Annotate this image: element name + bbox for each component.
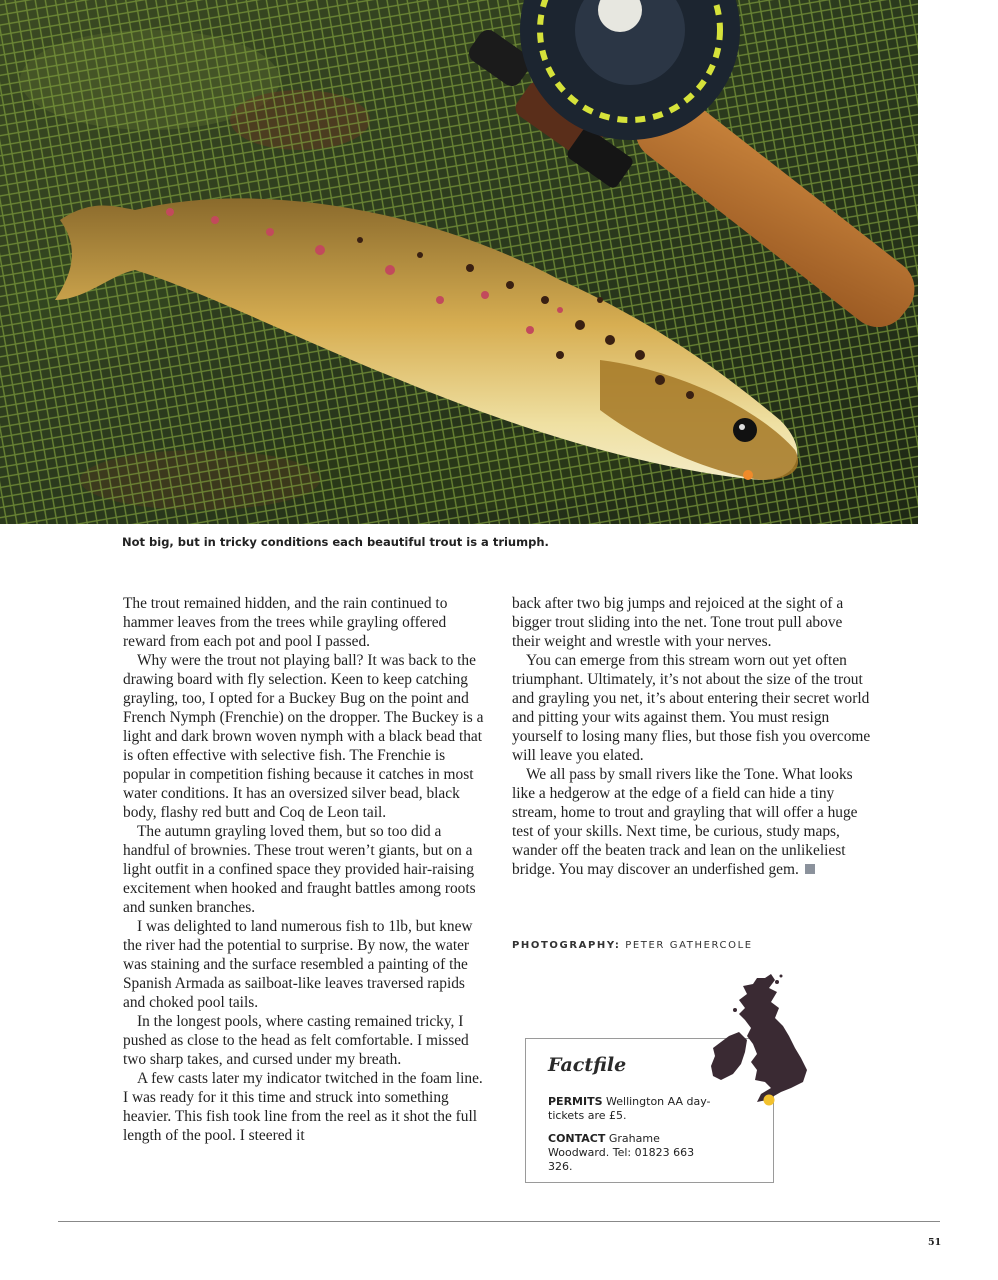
page-number: 51	[928, 1237, 942, 1248]
end-mark-icon	[805, 864, 815, 874]
permits-text: Wellington AA day-tickets are £5.	[548, 1095, 711, 1122]
ireland-shape	[711, 1032, 747, 1080]
contact-text: Grahame Woodward. Tel: 01823 663 326.	[548, 1132, 695, 1173]
credit-name: PETER GATHERCOLE	[625, 940, 753, 951]
paragraph: The trout remained hidden, and the rain continued to hammer leaves from the trees while grayling offered reward from each pot and pool I passed.	[123, 595, 448, 650]
paragraph: The autumn grayling loved them, but so too did a handful of brownies. These trout weren’t giants, but on a light outfit in a confined space they provided hair-raising excitement when hooked and fraught battles among roots and sunken branches.	[123, 823, 476, 916]
permits-label: PERMITS	[548, 1095, 603, 1108]
photo-caption: Not big, but in tricky conditions each beautiful trout is a triumph.	[122, 535, 549, 549]
article-column-left	[123, 594, 485, 1145]
great-britain-shape	[739, 974, 807, 1102]
factfile-contact	[548, 1132, 718, 1174]
uk-map-icon	[705, 970, 815, 1112]
paragraph: Why were the trout not playing ball? It was back to the drawing board with fly selection. Keen to keep catching grayling, too, I opted for a Buckey Bug on the point and French Nymph (Frenchie) on the dropper. The Buckey is a light and dark brown woven nymph with a black bead that is often effective with selective fish. The Frenchie is popular in competition fishing because it catches in most water conditions. It has an oversized silver bead, black body, flashy red butt and Coq de Leon tail.	[123, 652, 484, 821]
footer-rule	[58, 1221, 940, 1222]
paragraph: I was delighted to land numerous fish to 1lb, but knew the river had the potential to surprise. By now, the water was staining and the surface resembled a painting of the Spanish Armada as sailboat-like leaves traversed rapids and choked pool tails.	[123, 918, 473, 1011]
paragraph: A few casts later my indicator twitched in the foam line. I was ready for it this time and struck into something heavier. This fish took line from the reel as it shot the full length of the pool. I steered it	[123, 1070, 483, 1144]
location-marker-icon	[764, 1095, 775, 1106]
article-column-right	[512, 594, 874, 879]
paragraph: back after two big jumps and rejoiced at the sight of a bigger trout sliding into the net. Tone trout pull above their weight and wrestle with your nerves.	[512, 595, 844, 650]
paragraph: You can emerge from this stream worn out yet often triumphant. Ultimately, it’s not about the size of the trout and grayling you net, it’s about entering their secret world and pitting your wits against them. You must resign yourself to losing many flies, but those fish you overcome will leave you elated.	[512, 652, 871, 764]
factfile-permits	[548, 1095, 718, 1123]
paragraph: In the longest pools, where casting remained tricky, I pushed as close to the head as felt comfortable. I missed two sharp takes, and cursed under my breath.	[123, 1013, 469, 1068]
credit-label: PHOTOGRAPHY:	[512, 940, 621, 951]
photo-credit	[512, 940, 753, 951]
contact-label: CONTACT	[548, 1132, 606, 1145]
hero-photo	[0, 0, 918, 524]
factfile-title: Factfile	[548, 1054, 627, 1076]
paragraph-final-text: We all pass by small rivers like the Tone. What looks like a hedgerow at the edge of a field can hide a tiny stream, home to trout and grayling that will offer a huge test of your skills. Next time, be curious, study maps, wander off the beaten track and lean on the unlikeliest bridge. You may discover an underfished gem.	[512, 766, 858, 878]
paragraph-final	[512, 765, 874, 879]
trout-photo-illustration	[0, 0, 918, 524]
